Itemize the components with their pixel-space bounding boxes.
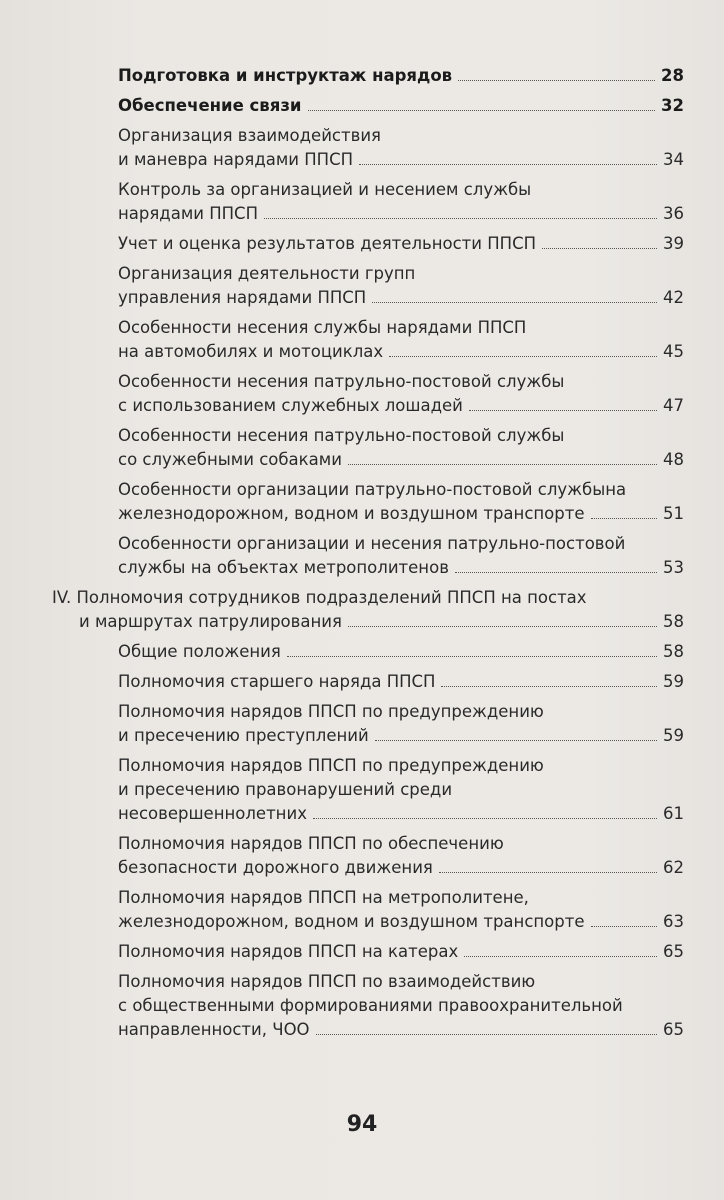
toc-entry — [0, 262, 724, 310]
toc-entry-last-line — [118, 340, 684, 364]
toc-entry-title-line: Обеспечение связи — [118, 96, 302, 115]
dot-leader — [264, 218, 657, 219]
toc-entry — [0, 232, 724, 256]
toc-entry — [0, 124, 724, 172]
toc-entry-title-line: Полномочия нарядов ППСП по взаимодействию — [118, 972, 536, 991]
toc-entry-page: 59 — [663, 672, 684, 691]
toc-entry-title-line: службы на объектах метрополитенов — [118, 558, 449, 577]
toc-entry — [0, 640, 724, 664]
toc-entry-last-line — [118, 724, 684, 748]
toc-entry-page: 58 — [663, 642, 684, 661]
toc-entry-title-line: направленности, ЧОО — [118, 1020, 310, 1039]
toc-entry-title-line: управления нарядами ППСП — [118, 288, 367, 307]
toc-entry-last-line — [118, 856, 684, 880]
dot-leader — [287, 656, 657, 657]
dot-leader — [375, 740, 657, 741]
dot-leader — [313, 818, 657, 819]
toc-entry — [0, 832, 724, 880]
toc-entry — [0, 940, 724, 964]
toc-entry-title-line: со служебными собаками — [118, 450, 342, 469]
page-number: 94 — [346, 1112, 378, 1137]
toc-entry-page: 39 — [663, 234, 684, 253]
toc-entry-title-line: Особенности несения службы нарядами ППСП — [118, 318, 527, 337]
toc-entry-title-line: безопасности дорожного движения — [118, 858, 433, 877]
toc-entry — [0, 478, 724, 526]
toc-entry-title-line: Полномочия старшего наряда ППСП — [118, 672, 436, 691]
dot-leader — [542, 248, 657, 249]
toc-entry — [0, 64, 724, 88]
dot-leader — [372, 302, 657, 303]
toc-entry-page: 53 — [663, 558, 684, 577]
toc-entry-page: 51 — [663, 504, 684, 523]
dot-leader — [348, 464, 657, 465]
toc-entry-last-line — [52, 610, 684, 634]
toc-entry-last-line — [118, 148, 684, 172]
toc-entry-page: 45 — [663, 342, 684, 361]
dot-leader — [348, 626, 657, 627]
toc-entry — [0, 532, 724, 580]
toc-entry-page: 65 — [663, 1020, 684, 1039]
dot-leader — [308, 110, 656, 111]
toc-entry — [0, 94, 724, 118]
toc-entry — [0, 178, 724, 226]
toc-entry-title-line: железнодорожном, водном и воздушном транспорте — [118, 912, 585, 931]
toc-entry-title-line: и пресечению правонарушений среди — [118, 780, 453, 799]
toc-entry-last-line — [118, 1018, 684, 1042]
toc-entry-title-line: Полномочия нарядов ППСП на катерах — [118, 942, 459, 961]
toc-entry-last-line — [118, 448, 684, 472]
dot-leader — [441, 686, 657, 687]
toc-entry-page: 61 — [663, 804, 684, 823]
toc-entry-title-line: Полномочия нарядов ППСП по предупреждению — [118, 756, 544, 775]
table-of-contents — [0, 64, 724, 1048]
toc-entry-title-line: Полномочия нарядов ППСП на метрополитене, — [118, 888, 529, 907]
toc-entry-title-line: Учет и оценка результатов деятельности ППСП — [118, 234, 536, 253]
dot-leader — [464, 956, 657, 957]
toc-entry-page: 34 — [663, 150, 684, 169]
toc-entry-page: 48 — [663, 450, 684, 469]
toc-entry-last-line — [118, 232, 684, 256]
dot-leader — [458, 80, 655, 81]
toc-entry-page: 47 — [663, 396, 684, 415]
toc-entry-title-line: Подготовка и инструктаж нарядов — [118, 66, 453, 85]
toc-entry-title-line: и маршрутах патрулирования — [79, 612, 342, 631]
dot-leader — [316, 1034, 657, 1035]
dot-leader — [439, 872, 657, 873]
toc-entry — [0, 370, 724, 418]
toc-entry — [0, 700, 724, 748]
toc-entry-title-line: несовершеннолетних — [118, 804, 307, 823]
toc-entry-last-line — [118, 64, 684, 88]
toc-entry-last-line — [118, 910, 684, 934]
toc-entry-last-line — [118, 802, 684, 826]
toc-entry-title-line: IV. Полномочия сотрудников подразделений ППСП на постах — [52, 588, 587, 607]
toc-entry — [0, 316, 724, 364]
toc-entry-last-line — [118, 940, 684, 964]
toc-entry-title-line: Контроль за организацией и несением службы — [118, 180, 532, 199]
toc-entry-last-line — [118, 202, 684, 226]
toc-entry-title-line: Общие положения — [118, 642, 281, 661]
dot-leader — [455, 572, 657, 573]
toc-entry-page: 62 — [663, 858, 684, 877]
toc-entry — [0, 970, 724, 1042]
toc-entry-page: 59 — [663, 726, 684, 745]
toc-entry — [0, 754, 724, 826]
dot-leader — [591, 926, 657, 927]
dot-leader — [389, 356, 657, 357]
dot-leader — [359, 164, 657, 165]
toc-entry-last-line — [118, 502, 684, 526]
toc-entry-title-line: Особенности несения патрульно-постовой службы — [118, 426, 565, 445]
toc-entry — [0, 586, 724, 634]
toc-entry-title-line: Особенности несения патрульно-постовой службы — [118, 372, 565, 391]
toc-entry-title-line: Организация взаимодействия — [118, 126, 381, 145]
toc-entry-title-line: Полномочия нарядов ППСП по предупреждению — [118, 702, 544, 721]
toc-entry-last-line — [118, 670, 684, 694]
toc-entry-page: 58 — [663, 612, 684, 631]
toc-entry — [0, 424, 724, 472]
toc-entry-last-line — [118, 286, 684, 310]
toc-entry — [0, 670, 724, 694]
toc-entry-last-line — [118, 556, 684, 580]
toc-entry-title-line: Особенности организации патрульно-постовой службына — [118, 480, 627, 499]
toc-entry-page: 32 — [661, 96, 684, 115]
toc-entry-title-line: с использованием служебных лошадей — [118, 396, 463, 415]
toc-entry-title-line: и пресечению преступлений — [118, 726, 369, 745]
toc-entry-page: 36 — [663, 204, 684, 223]
dot-leader — [591, 518, 657, 519]
toc-entry-title-line: нарядами ППСП — [118, 204, 258, 223]
toc-entry-page: 65 — [663, 942, 684, 961]
toc-entry-page: 42 — [663, 288, 684, 307]
toc-entry-title-line: с общественными формированиями правоохранительной — [118, 996, 623, 1015]
toc-entry-page: 28 — [661, 66, 684, 85]
toc-entry-title-line: железнодорожном, водном и воздушном транспорте — [118, 504, 585, 523]
toc-entry-page: 63 — [663, 912, 684, 931]
toc-entry-last-line — [118, 94, 684, 118]
toc-entry-last-line — [118, 640, 684, 664]
toc-entry-last-line — [118, 394, 684, 418]
toc-entry-title-line: Организация деятельности групп — [118, 264, 416, 283]
toc-entry — [0, 886, 724, 934]
toc-entry-title-line: Полномочия нарядов ППСП по обеспечению — [118, 834, 504, 853]
dot-leader — [469, 410, 657, 411]
toc-entry-title-line: и маневра нарядами ППСП — [118, 150, 353, 169]
toc-entry-title-line: Особенности организации и несения патрульно-постовой — [118, 534, 626, 553]
toc-entry-title-line: на автомобилях и мотоциклах — [118, 342, 384, 361]
